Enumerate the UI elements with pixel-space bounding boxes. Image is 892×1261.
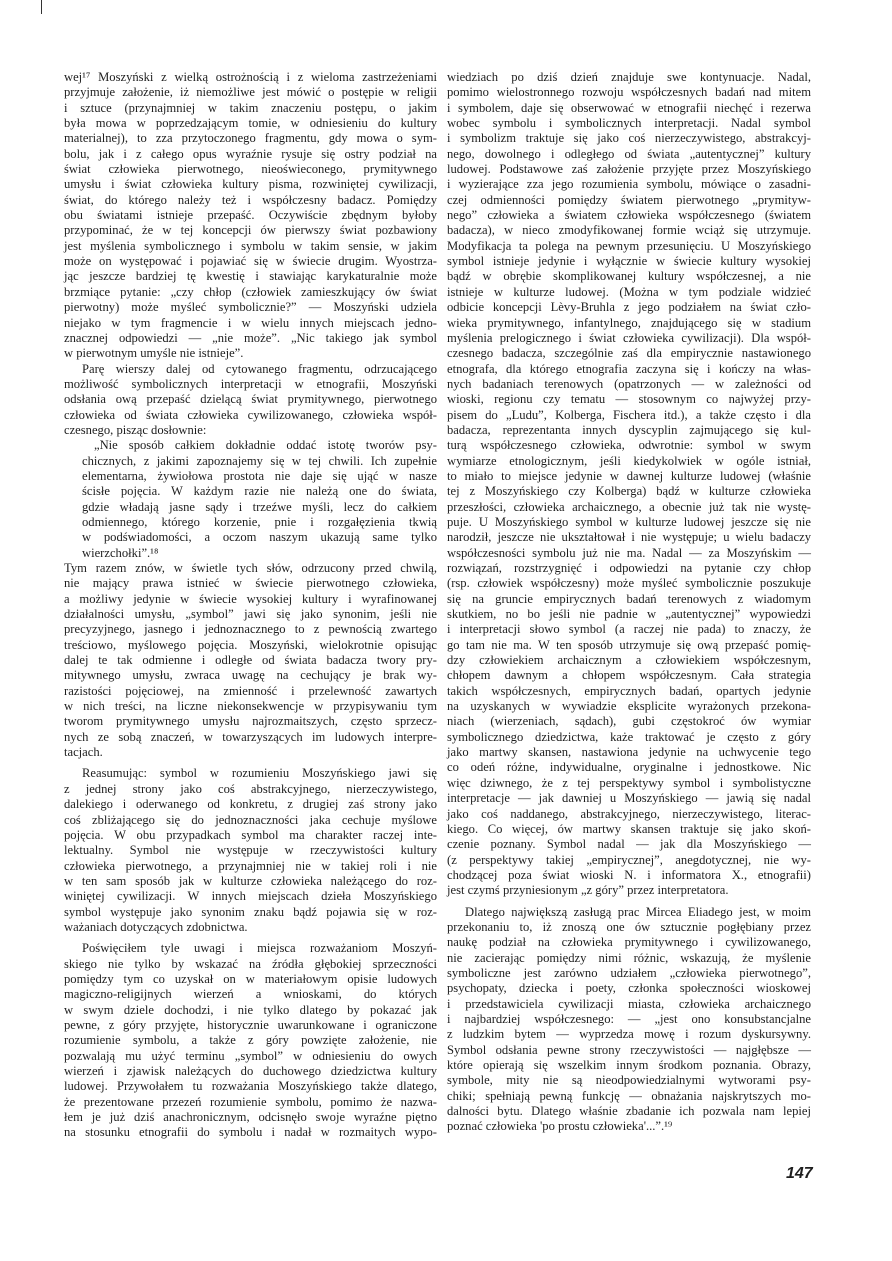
text-line: chiki; spełniają pewną funkcję — obnażania najskrytszych mo- [447,1088,811,1103]
text-line: mitywnego umysłu, zwraca uwagę na cechujący je brak wy- [64,668,437,683]
text-line: (rsp. człowiek współczesny) może myśleć symbolicznie poszukuje [447,576,811,591]
text-line: materialnej), to zza przytoczonego fragmentu, gdy mowa o sym- [64,131,437,146]
text-column-left [64,70,437,1141]
text-line: w pierwotnym umyśle nie istnieje”. [64,346,244,361]
text-line: nych ze sobą znaczeń, w towarzyszących im ludowych interpre- [64,729,437,744]
text-line: pomiędzy tym co uzyskał on w materiałowym opisie ludowych [64,971,437,986]
text-line: na uzyskanych w wywiadzie eksplicite wyrażonych przekona- [447,699,811,714]
text-line: symbole, mity nie są nieodpowiedzialnymi wytworami psy- [447,1073,811,1088]
text-line: możliwość symbolicznych interpretacji w etnografii, Moszyński [64,376,437,391]
text-line: narodził, jeszcze nie ukształtował i nie występuje; u wielu badaczy [447,530,811,545]
text-line: nie mający prawa istnieć w świecie pierwotnego człowieka, [64,576,437,591]
text-line: łem je już dziś anachronicznym, odcisnęło swoje wyraźne piętno [64,1110,437,1125]
text-line: nie zacierając pomiędzy nimi różnic, wskazują, że myślenie [447,950,811,965]
text-line: Tym razem znów, w świetle tych słów, odrzucony przed chwilą, [64,561,437,575]
paragraph [64,70,437,362]
text-line: jako coś naddanego, abstrakcyjnego, nierzeczywistego, literac- [447,806,811,821]
text-line: czesnego, pisząc dosłownie: [64,422,207,437]
text-line: czej odmienności pomiędzy światem pierwotnego „prymityw- [447,192,811,207]
text-line: pewne, z góry przyjęte, historycznie uwarunkowane i ograniczone [64,1017,437,1032]
text-line: turą współczesnego człowieka, odwrotnie: symbol w swym [447,438,811,453]
paragraph [64,362,437,439]
text-line: Dlatego największą zasługą prac Mircea Eliadego jest, w moim [465,904,811,919]
text-line: umysłu i świat człowieka kultury pisma, rozwiniętej cywilizacji, [64,177,437,192]
text-line: i przedstawiciela cywilizacji miasta, człowieka archaicznego [447,996,811,1011]
text-line: obu światami istnieje przepaść. Oczywiście zbędnym byłoby [64,208,437,223]
text-line: nego, dowolnego i odległego od świata „autentycznej” kultury [447,146,811,161]
text-line: a możliwy jedynie w świecie wysokiej kultury i wyrafinowanej [64,591,437,606]
paragraph [64,941,437,1140]
paragraph [447,70,811,899]
page-number: 147 [786,1165,813,1182]
text-line: może on występować i pojawiać się w świecie drugim. Wyostrza- [64,254,437,269]
text-line: i sztuce (przynajmniej w takim znaczeniu postępu, o jakim [64,100,437,115]
text-line: z ludzkim bytem — wyprzedza mowę i rozum dyskursywny. [447,1027,811,1042]
text-line: Modyfikacja ta polega na pewnym przesunięciu. U Moszyńskiego [447,238,811,253]
text-line: tacjach. [64,745,103,760]
text-line: była mowa w poprzedzającym tomie, w odniesieniu do kultury [64,116,437,131]
text-line: Symbol odsłania pewne strony rzeczywistości — najgłębsze — [447,1042,811,1057]
text-line: „Nie sposób całkiem dokładnie oddać istotę tworów psy- [94,438,437,453]
text-line: i interpretacji słowo symbol (a raczej nie pada) to znaczy, że [447,622,811,637]
text-line: naukę podział na człowieka prymitywnego i cywilizowanego, [447,935,811,950]
text-line: skiego nie tylko by wskazać na źródła głębokiej sprzeczności [64,956,437,971]
text-line: na stosunku etnografii do symbolu i nadał w rozmaitych wypo- [64,1125,437,1140]
text-line: winiętej cywilizacji. W innych miejscach dzieła Moszyńskiego [64,889,437,904]
text-line: przyjmuje założenie, iż niemożliwe jest mówić o postępie w religii [64,85,437,100]
text-line: treściowo, myślowego pojęcia. Moszyński, wielokrotnie opisując [64,637,437,652]
text-line: się na gruncie empirycznych badań terenowych z wiadomym [447,591,811,606]
text-line: tworom prymitywnego umysłu najrozmaitszych, często sprzecz- [64,714,437,729]
paragraph [64,561,437,760]
text-line: ludowej. Przywołałem tu rozważania Moszyńskiego także dlatego, [64,1079,437,1094]
text-line: takich współczesnych, empirycznych badań, opartych jedynie [447,683,811,698]
text-line: pierwotny) może myśleć symbolicznie?” — Moszyński udziela [64,300,437,315]
text-line: rozumienie symbolu, a także z góry powzięte założenie, nie [64,1033,437,1048]
text-line: chodzącej poza świat wioski N. i informatora X., etnografii) [447,867,811,882]
text-line: w swym dziele dochodzi, i nie tylko dlatego by pokazać jak [64,1002,437,1017]
text-line: w nich treści, na liczne niekonsekwencje w przypisywaniu tym [64,699,437,714]
text-line: wobec symbolu i symbolicznych interpretacji. Nadal symbol [447,116,811,131]
text-line: brzmiące pytanie: „czy chłop (człowiek zamieszkujący ów świat [64,284,437,299]
text-line: pozwalają mu użyć terminu „symbol” w odniesieniu do owych [64,1048,437,1063]
text-line: więc dziwnego, że z tej perspektywy symbol i symbolistyczne [447,775,811,790]
text-line: poznać człowieka 'po prostu człowieka'...”.¹⁹ [447,1119,673,1134]
text-line: gdzie władają jasne sądy i trzeźwe myśli, lecz do całkiem [82,499,437,514]
text-line: odmiennego, którego korzenie, pnie i rozgałęzienia tkwią [82,514,437,529]
text-line: dalekiego i oderwanego od konkretu, z drugiej zaś strony jako [64,797,437,812]
text-line: dzy człowiekiem archaicznym a człowiekiem współczesnym, [447,653,811,668]
text-line: człowieka od świata człowieka cywilizowanego, człowieka współ- [64,407,437,422]
text-line: niejako w tym fragmencie i w wielu innych miejscach jedno- [64,315,437,330]
text-line: ścisłe pojęcia. W każdym razie nie należą one do świata, [82,484,437,499]
text-line: pojęcia. W obu przypadkach symbol ma charakter raczej inte- [64,827,437,842]
text-line: skutkiem, no bo jeśli nie padnie w „autentycznej” wypowiedzi [447,607,811,622]
text-line: jest czymś przyniesionym „z góry” przez interpretatora. [447,883,729,898]
paragraph [447,905,811,1135]
text-line: elementarna, żywiołowa prostota nie daje się ująć w nasze [82,468,437,483]
text-line: chicznych, z jakimi zapoznajemy się w tej chwili. Ich zupełnie [82,453,437,468]
text-line: kiego. Co więcej, ów martwy skansen traktuje się jako skoń- [447,821,811,836]
paragraph [64,766,437,935]
text-line: czesnego badacza, szczególnie zaś dla empirycznie nastawionego [447,346,811,361]
text-line: przekonaniu to, iż znoszą one ów sztucznie pogłębiany przez [447,919,811,934]
text-line: z jednej strony jako coś abstrakcyjnego, nierzeczywistego, [64,781,437,796]
text-line: odbicie koncepcji Lèvy-Bruhla z jego podziałem na świat czło- [447,300,811,315]
text-line: człowieka pierwotnego, a przynajmniej nie w takiej roli i nie [64,858,437,873]
text-line: wioski, regionu czy tematu — stosownym co najwyżej przy- [447,392,811,407]
text-line: interpretacje — jak dawniej u Moszyńskiego — jawią się nadal [447,791,811,806]
text-line: ludowej. Podstawowe zaś założenie przyjęte przez Moszyńskiego [447,162,811,177]
text-line: symbolicznego dziedzictwa, każe traktować je często z góry [447,729,811,744]
text-line: psychopaty, dziecka i poety, członka społeczności wioskowej [447,981,811,996]
text-line: jąc jeszcze bardziej tę kwestię i stawiając karykaturalnie może [64,269,437,284]
text-line: niach (wierzeniach, sądach), gubi częstokroć ów wymiar [447,714,811,729]
text-line: precyzyjnego, jasnego i jednoznacznego to z pewnością zwartego [64,622,437,637]
text-line: (z perspektywy takiej „empirycznej”, anegdotycznej, nie wy- [447,852,811,867]
text-line: rozwiązań, rozstrzygnięć i odpowiedzi na pytanie czy chłop [447,561,811,575]
text-line: jest myślenia symbolicznego i symbolu w takim sensie, w jakim [64,238,437,253]
text-line: lektualny. Symbol nie występuje w rzeczywistości kultury [64,843,437,858]
text-line: wieka prymitywnego, infantylnego, znajdującego się w stadium [447,315,811,330]
text-line: wiedziach po dziś dzień znajduje swe kontynuacje. Nadal, [447,70,811,84]
text-line: to miało to miejsce jedynie w dawnej kulturze ludowej (właśnie [447,468,811,483]
text-line: razistości pojęciowej, na zmienność i przelewność zawartych [64,683,437,698]
text-line: wierzchołki”.¹⁸ [82,545,159,560]
text-line: symbol występuje jako synonim znaku bądź pojawia się w roz- [64,904,437,919]
text-line: jako martwy skansen, nastawiona jedynie na uchwycenie tego [447,745,811,760]
text-line: przypominać, że w tej koncepcji ów pierwszy świat pozbawiony [64,223,437,238]
text-line: działalności umysłu, „symbol” jawi się jako synonim, jeśli nie [64,607,437,622]
text-line: wymiarze etnologicznym, jeśli kiedykolwiek w ogóle istniał, [447,453,811,468]
text-line: bolu, jak i z całego opus wyraźnie rysuje się ostry podział na [64,146,437,161]
text-line: coś zbliżającego się do jednoznaczności jaka cechuje myślowe [64,812,437,827]
text-line: tej z Moszyńskiego czy Kolberga) bądź w kulturze człowieka [447,484,811,499]
text-line: wierzeń i zjawisk należących do duchowego dziedzictwa kultury [64,1064,437,1078]
text-line: i najbardziej współczesnego: — „jest ono konsubstancjalne [447,1011,811,1026]
text-line: Poświęciłem tyle uwagi i miejsca rozważaniom Moszyń- [82,941,437,956]
text-line: istnieje w kulturze ludowej. (Można w tym podziale widzieć [447,284,811,299]
text-line: nego” człowieka a światem człowieka współczesnego (światem [447,208,811,223]
text-line: pomimo wielostronnego rozwoju współczesnych badań nad mitem [447,85,811,100]
text-line: odsłania ową przepaść dzielącą świat prymitywnego, pierwotnego [64,392,437,407]
text-line: i symbolem, daje się obserwować w etnografii niechęć i rezerwa [447,100,811,115]
text-line: czenie poznany. Symbol nadal — jak dla Moszyńskiego — [447,837,811,852]
text-line: dalności bytu. Dlatego właśnie zbadanie ich pozwala nam lepiej [447,1104,811,1119]
text-line: świat, do którego należy też i współczesny badacz. Pomiędzy [64,192,437,207]
text-line: badacza), w nieco zmodyfikowanej formie wciąż się utrzymuje. [447,223,811,238]
text-line: go tam nie ma. W ten sposób utrzymuje się ową przepaść pomię- [447,637,811,652]
text-line: znacznej odpowiedzi — „nie może”. „Nic takiego jak symbol [64,330,437,345]
text-column-right [447,70,811,1135]
text-line: chłopem dawnym a chłopem współczesnym. Cała strategia [447,668,811,683]
text-line: puje. U Moszyńskiego symbol w kulturze ludowej jeszcze się nie [447,514,811,529]
text-line: i symbolizm traktuje się jako coś nierzeczywistego, abstrakcyj- [447,131,811,146]
text-line: Parę wierszy dalej od cytowanego fragmentu, odrzucającego [82,361,437,376]
text-line: Reasumując: symbol w rozumieniu Moszyńskiego jawi się [82,766,437,781]
text-line: symbol istnieje jedynie i wyłącznie w świecie kultury wysokiej [447,254,811,269]
text-line: nych badaniach terenowych (opatrzonych — w zależności od [447,376,811,391]
text-line: przeszłości, człowieka archaicznego, a obecnie już tak nie wystę- [447,499,811,514]
text-line: ważaniach dotyczących zdobnictwa. [64,919,248,934]
text-line: i wyzierające zza jego rozumienia symbolu, mówiące o zasadni- [447,177,811,192]
text-line: magiczno-religijnych wierzeń a wnioskami, do których [64,987,437,1002]
scan-margin-mark [41,0,42,14]
text-line: etnografa, dla którego etnografia zaczyna się i kończy na włas- [447,361,811,376]
text-line: współczesności symbolu już nie ma. Nadal — za Moszyńskim — [447,545,811,560]
text-line: badacza, reprezentanta innych dyscyplin zajmującego się kul- [447,422,811,437]
text-line: symboliczne jest zarówno udziałem „człowieka pierwotnego”, [447,965,811,980]
block-quote [64,438,437,561]
text-line: myślenia prelogicznego i świat człowieka cywilizacji). Dla współ- [447,330,811,345]
text-line: dalej te tak odmienne i odległe od świata badacza twory pry- [64,653,437,668]
text-line: w ten sam sposób jak w kulturze człowieka należącego do roz- [64,873,437,888]
text-line: które opierają się wszelkim innym środkom poznania. Obrazy, [447,1058,811,1072]
text-line: że prezentowane przezeń rozumienie symbolu, pomimo że nazwa- [64,1094,437,1109]
text-line: co odeń różne, indywidualne, oryginalne i jednostkowe. Nic [447,760,811,775]
text-line: w podświadomości, a oczom naszym ukazują same tylko [82,530,437,545]
text-line: świat człowieka pierwotnego, nieoświeconego, prymitywnego [64,162,437,177]
text-line: bądź w obrębie skomplikowanej kultury współczesnej, a nie [447,269,811,284]
text-line: wej¹⁷ Moszyński z wielką ostrożnością i z wieloma zastrzeżeniami [64,70,437,84]
text-line: pisem do „Ludu”, Kolberga, Fischera itd.), a także często i dla [447,407,811,422]
